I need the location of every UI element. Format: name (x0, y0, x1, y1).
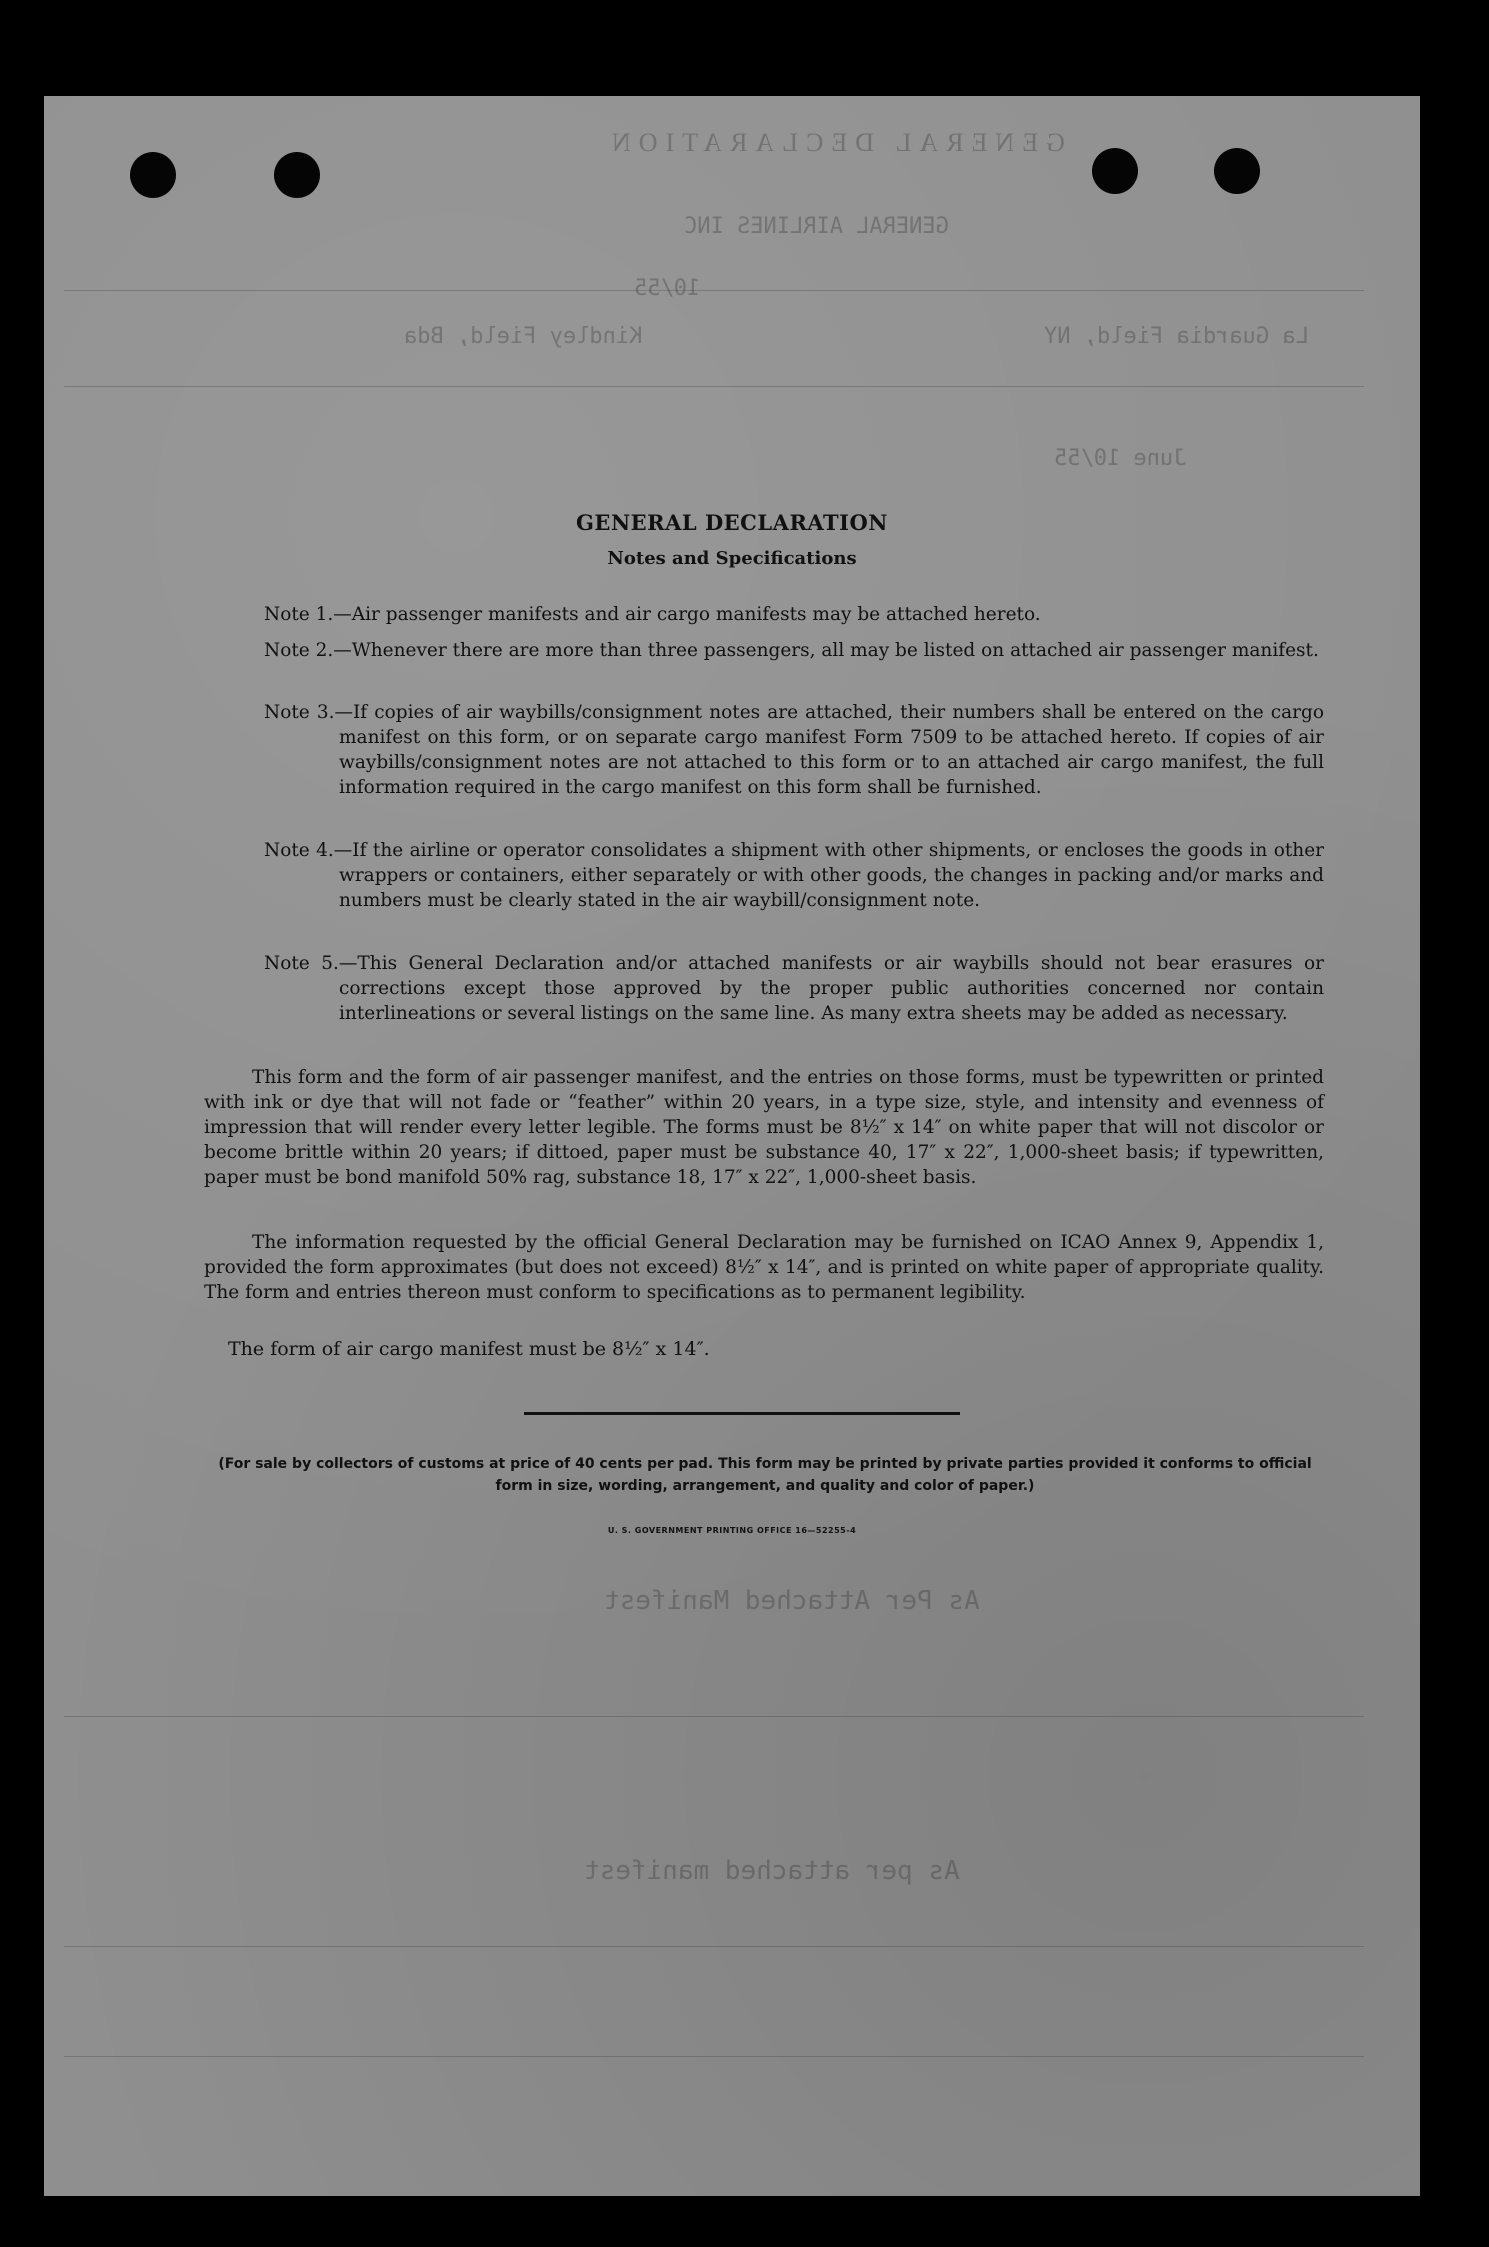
sale-note: (For sale by collectors of customs at price of 40 cents per pad. This form may be printed by private parties provided it conforms to official form in size, wording, arrangement, and quality and color of paper.) (218, 1456, 1312, 1494)
printing-office-line: U. S. GOVERNMENT PRINTING OFFICE 16—52255-4 (607, 1526, 857, 1535)
bleed-through-place-2: La Guardia Field, NY (1044, 324, 1309, 349)
note-5 (204, 951, 1324, 1026)
bleed-through-rule (64, 1716, 1364, 1717)
bleed-through-operator: GENERAL AIRLINES INC (684, 214, 949, 239)
note-4-text: Note 4.—If the airline or operator consolidates a shipment with other shipments, or encloses the goods in other wrappers or containers, either separately or with other goods, the changes in packing and/or marks and numbers must be clearly stated in the air waybill/consignment note. (264, 840, 1324, 911)
bleed-through-title: GENERAL DECLARATION (604, 128, 1065, 157)
punch-hole-left-2 (274, 152, 320, 198)
bleed-through-manifest-1: As Per Attached Manifest (604, 1586, 980, 1616)
bleed-through-place-1: Kindley Field, Bda (404, 324, 643, 349)
icao-paragraph: The information requested by the official General Declaration may be furnished on ICAO Annex 9, Appendix 1, provided the form approximates (but does not exceed) 8½″ x 14″, and is printed on white paper of appropriate quality. The form and entries thereon must conform to specifications as to permanent legibility. (204, 1232, 1324, 1303)
bleed-through-date-1: 10/55 (634, 276, 701, 301)
note-5-text: Note 5.—This General Declaration and/or attached manifests or air waybills should not bear erasures or corrections except those approved by the proper public authorities concerned nor contain interlineations or several listings on the same line. As many extra sheets may be added as necessary. (264, 953, 1324, 1024)
cargo-manifest-size-line: The form of air cargo manifest must be 8½″ x 14″. (228, 1338, 710, 1360)
bleed-through-date-2: June 10/55 (1054, 446, 1187, 471)
bleed-through-rule (64, 2056, 1364, 2057)
note-2-text: Note 2.—Whenever there are more than three passengers, all may be listed on attached air passenger manifest. (264, 640, 1319, 661)
punch-hole-left-1 (130, 152, 176, 198)
note-4 (204, 838, 1324, 913)
bleed-through-rule (64, 290, 1364, 291)
note-2 (204, 638, 1324, 663)
note-3-text: Note 3.—If copies of air waybills/consignment notes are attached, their numbers shall be entered on the cargo manifest on this form, or on separate cargo manifest Form 7509 to be attached hereto. If copies of air waybills/consignment notes are not attached to this form or to an attached air cargo manifest, the full information required in the cargo manifest on this form shall be furnished. (264, 702, 1324, 798)
divider (524, 1412, 960, 1415)
page-title: GENERAL DECLARATION (576, 510, 888, 535)
document-page (44, 96, 1420, 2196)
bleed-through-rule (64, 386, 1364, 387)
note-3 (204, 700, 1324, 800)
note-1 (204, 602, 1324, 627)
bleed-through-manifest-2: As per attached manifest (584, 1856, 960, 1886)
page-subtitle: Notes and Specifications (607, 548, 857, 569)
punch-hole-right-2 (1214, 148, 1260, 194)
note-1-text: Note 1.—Air passenger manifests and air cargo manifests may be attached hereto. (264, 604, 1041, 625)
punch-hole-right-1 (1092, 148, 1138, 194)
form-requirements-paragraph: This form and the form of air passenger manifest, and the entries on those forms, must be typewritten or printed with ink or dye that will not fade or “feather” within 20 years, in a type size, style, and intensity and evenness of impression that will render every letter legible. The forms must be 8½″ x 14″ on white paper that will not discolor or become brittle within 20 years; if dittoed, paper must be substance 40, 17″ x 22″, 1,000-sheet basis; if typewritten, paper must be bond manifold 50% rag, substance 18, 17″ x 22″, 1,000-sheet basis. (204, 1067, 1324, 1188)
bleed-through-rule (64, 1946, 1364, 1947)
